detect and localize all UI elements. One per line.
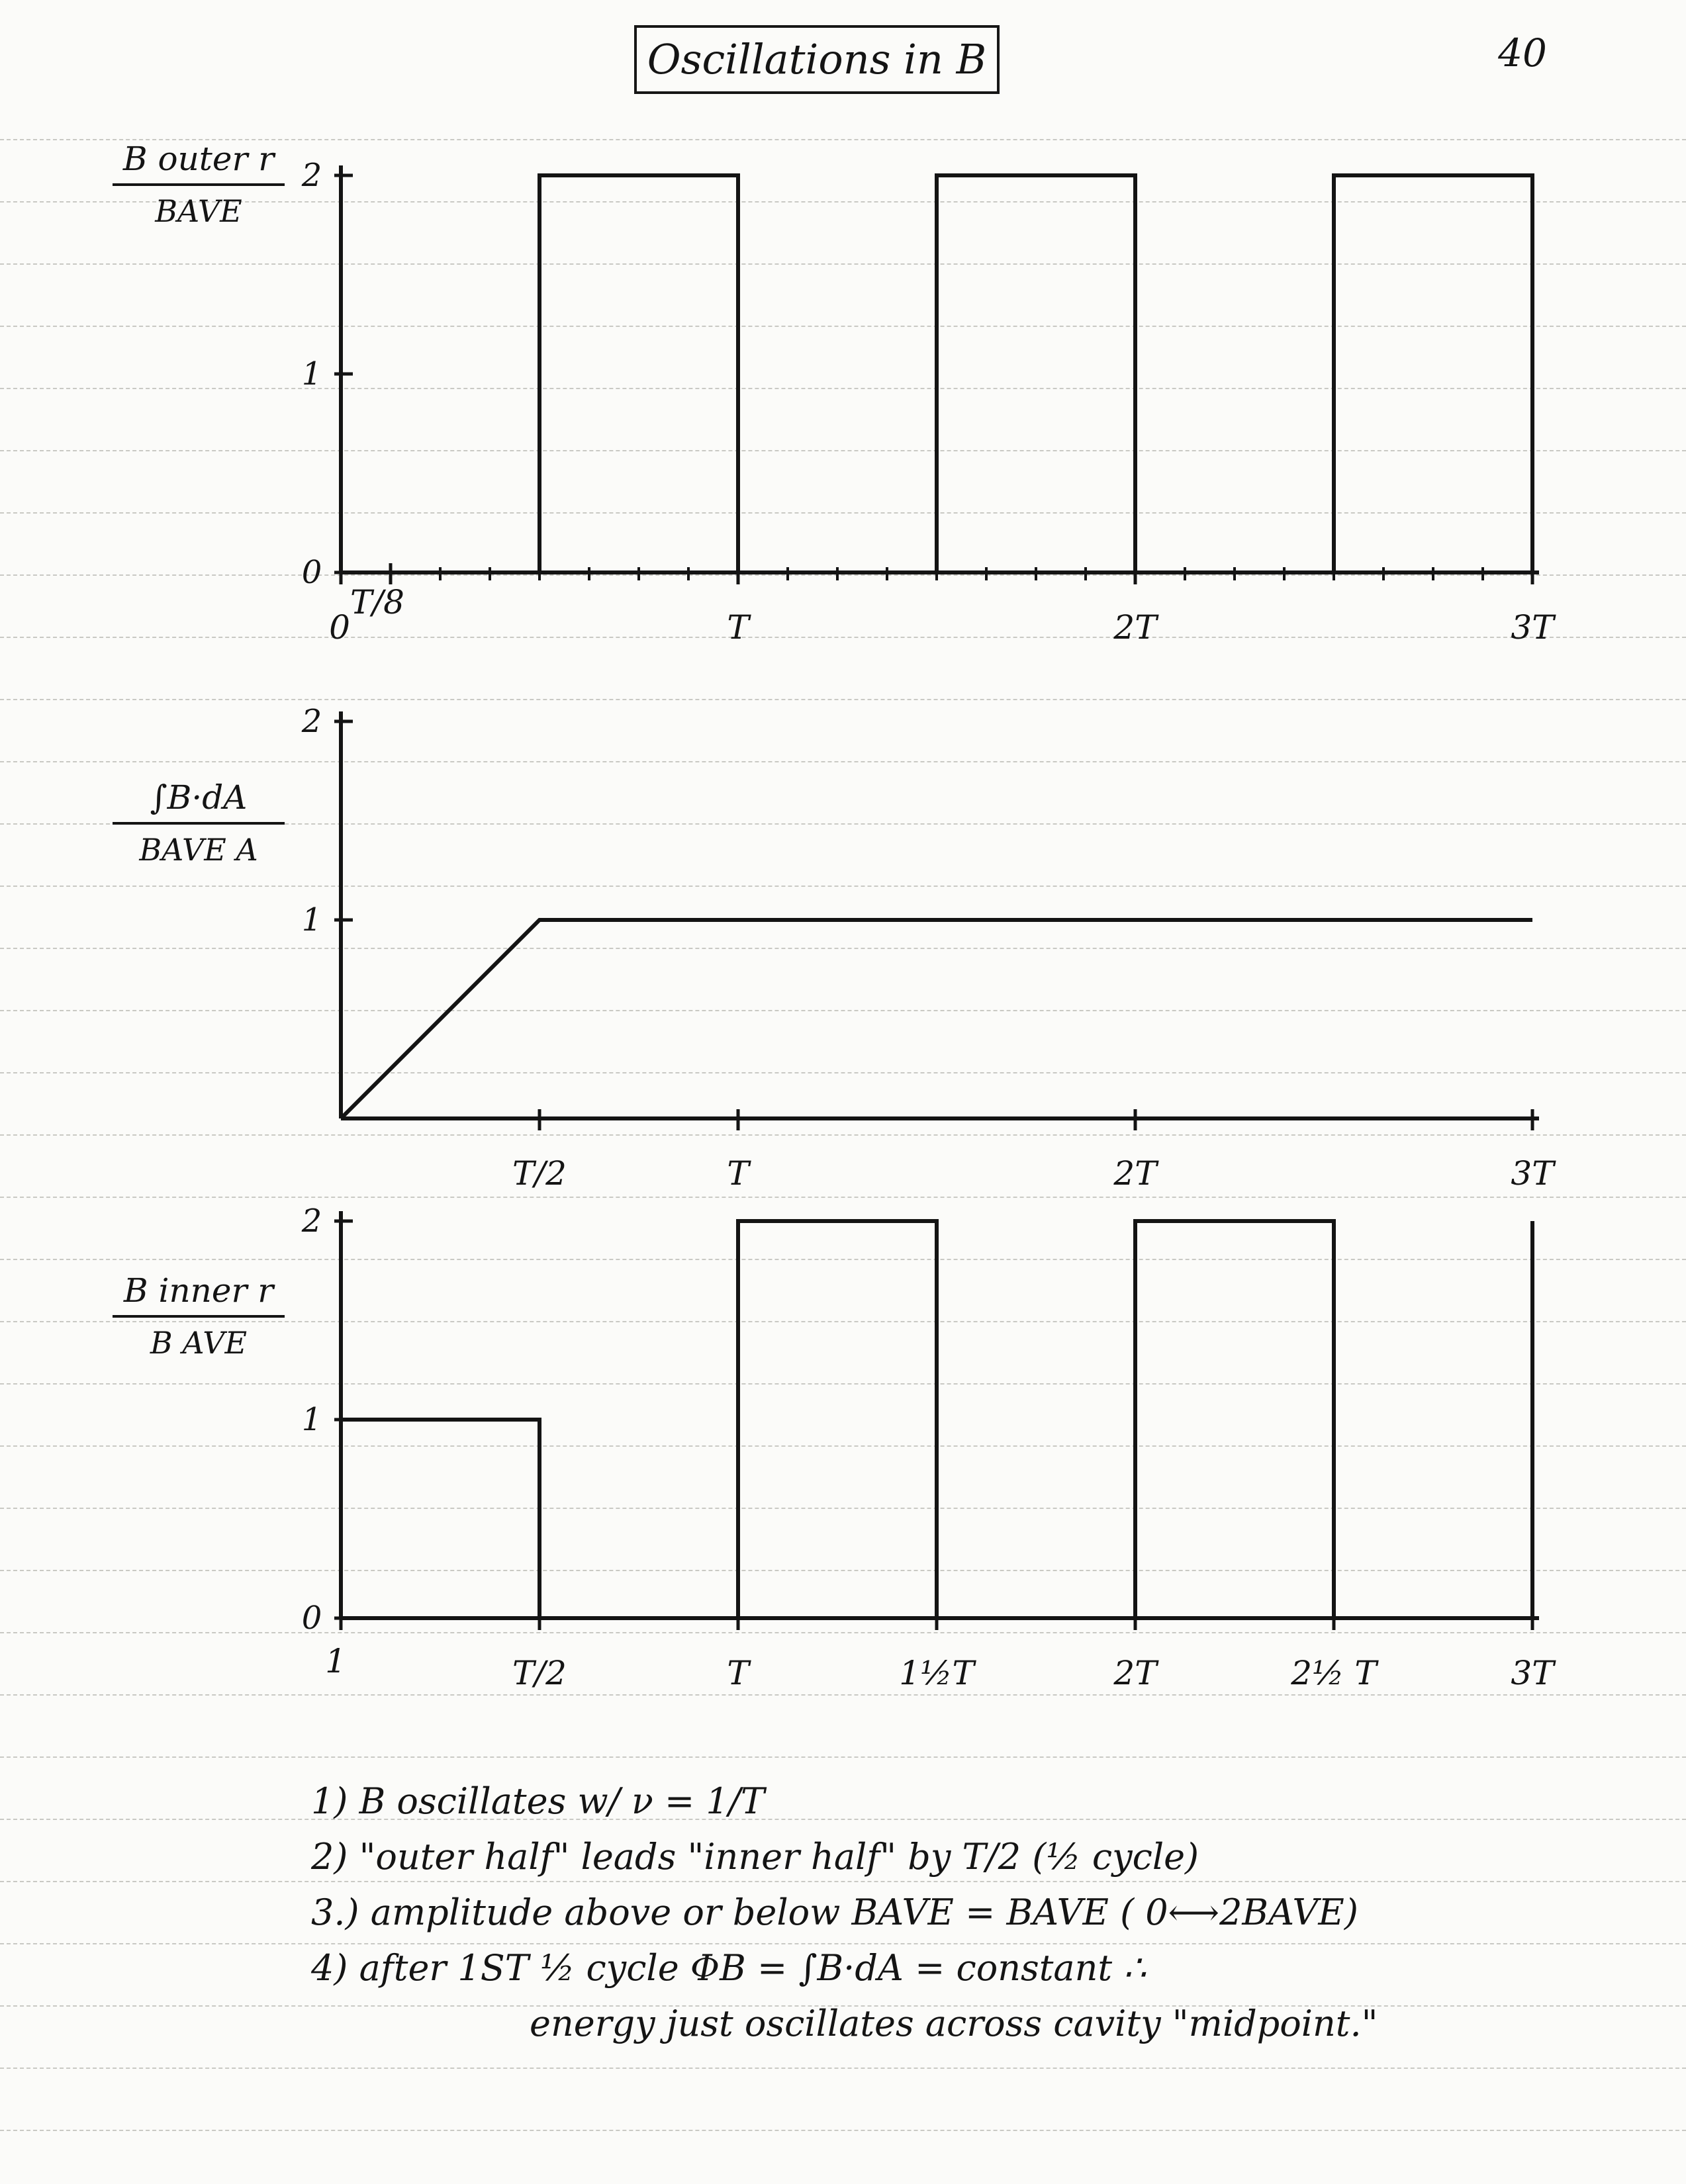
chart-2-ylabel-denominator: BAVE A <box>139 832 258 868</box>
page-title: Oscillations in B <box>634 25 1000 94</box>
chart-1-series-line <box>341 175 1532 572</box>
chart-3-x-tick-label: 1½T <box>899 1654 974 1692</box>
chart-3-ylabel-numerator: B inner r <box>123 1271 274 1310</box>
chart-1-ylabel-numerator: B outer r <box>122 140 275 178</box>
note-3: 3.) amplitude above or below BAVE = BAVE ( 0⟷2BAVE) <box>311 1891 1358 1933</box>
chart-2-x-tick-label: 2T <box>1113 1154 1157 1193</box>
chart-1-y-tick-label: 0 <box>301 554 322 591</box>
chart-1-x-tick-label: T <box>727 608 749 647</box>
chart-3-y-tick-label: 0 <box>301 1600 322 1637</box>
chart-3-y-tick-label: 2 <box>301 1203 322 1240</box>
chart-1-y-tick-label: 2 <box>301 157 322 194</box>
chart-3-x-tick-label: T/2 <box>512 1654 567 1692</box>
chart-3-x-tick-label: T <box>727 1654 749 1692</box>
chart-2-y-tick-label: 1 <box>301 901 322 938</box>
page-number: 40 <box>1498 30 1547 75</box>
chart-2-x-tick-label: T <box>727 1154 749 1193</box>
chart-3-x-tick-label: 2½ T <box>1291 1654 1377 1692</box>
chart-1-ylabel-denominator: BAVE <box>155 193 242 229</box>
note-4-continuation: energy just oscillates across cavity "midpoint." <box>530 2003 1378 2044</box>
chart-3-x-tick-label: 3T <box>1511 1654 1554 1692</box>
note-2: 2) "outer half" leads "inner half" by T/2 (½ cycle) <box>311 1836 1199 1878</box>
chart-1-y-tick-label: 1 <box>301 355 322 392</box>
chart-3-y-tick-label: 1 <box>301 1401 322 1438</box>
chart-3-x-tick-label: 1 <box>325 1642 346 1680</box>
note-4: 4) after 1ST ½ cycle ΦB = ∫B·dA = constant ∴ <box>311 1947 1147 1989</box>
chart-2-x-tick-label: T/2 <box>512 1154 567 1193</box>
note-1: 1) B oscillates w/ ν = 1/T <box>311 1780 765 1822</box>
chart-1-x-tick-label: 2T <box>1113 608 1157 647</box>
chart-3-series-line <box>341 1221 1532 1618</box>
chart-2-x-tick-label: 3T <box>1511 1154 1554 1193</box>
chart-1-x-tick-label: 0 <box>329 608 350 647</box>
notes-list <box>311 1774 1569 2052</box>
chart-3-ylabel-denominator: B AVE <box>150 1325 248 1361</box>
chart-1-x-tick-label: 3T <box>1511 608 1554 647</box>
chart-2-series-line <box>341 920 1532 1118</box>
chart-1-x-tick-label: T/8 <box>350 583 405 621</box>
chart-2-y-tick-label: 2 <box>301 703 322 740</box>
chart-3-x-tick-label: 2T <box>1113 1654 1157 1692</box>
chart-2-ylabel-numerator: ∫B·dA <box>150 778 248 817</box>
